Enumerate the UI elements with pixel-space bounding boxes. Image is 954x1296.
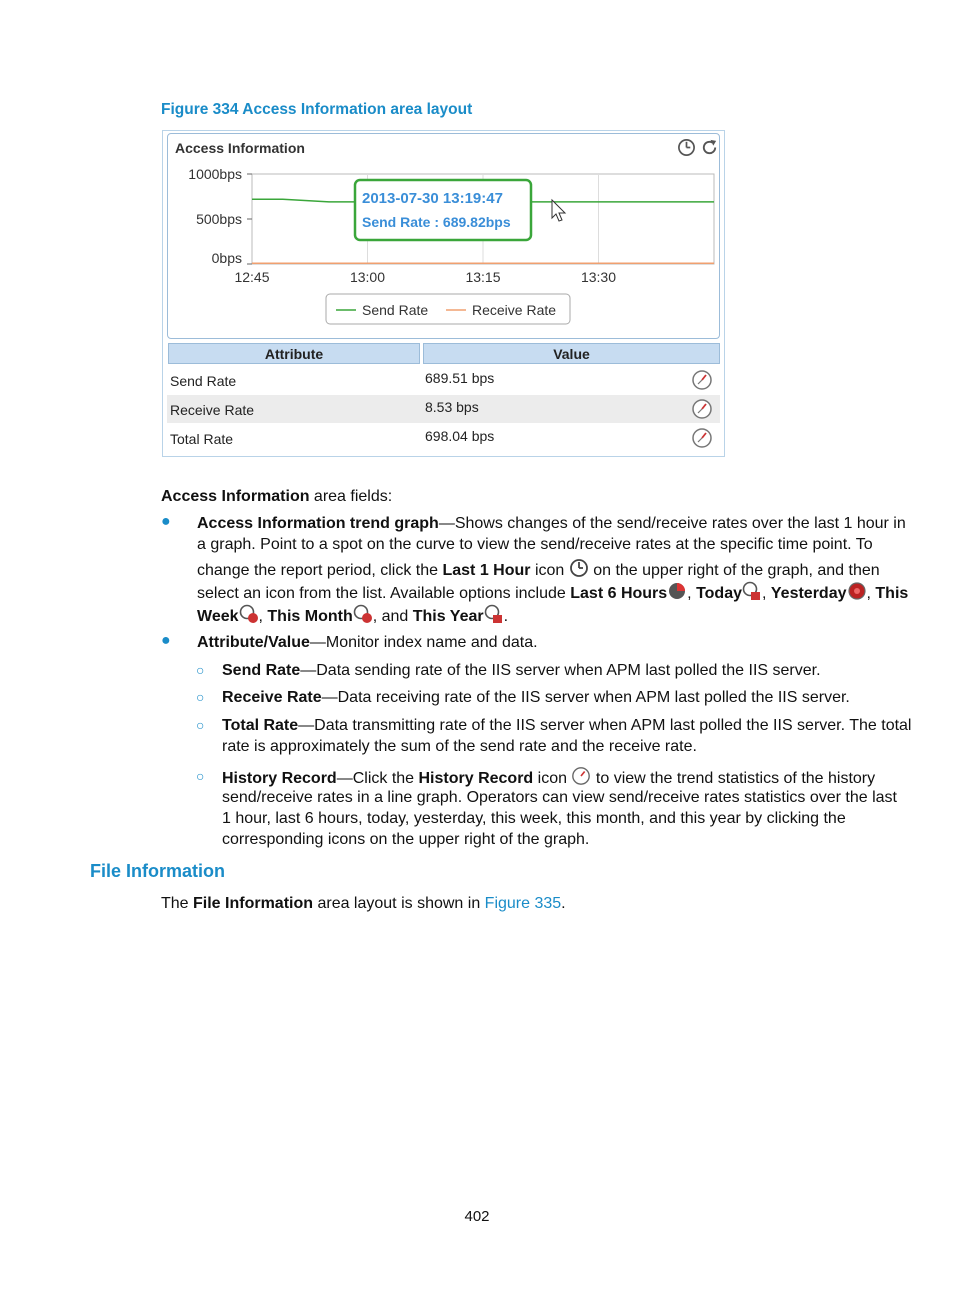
legend-label: Send Rate xyxy=(362,302,429,318)
sub-bullet-total-rate: Total Rate—Data transmitting rate of the IIS server when APM last polled the IIS server. The total xyxy=(222,717,912,734)
bullet-1-line-1: Access Information trend graph—Shows changes of the send/receive rates over the last 1 hour in xyxy=(197,515,906,532)
value-header[interactable]: Value xyxy=(423,343,720,364)
tooltip-time: 2013-07-30 13:19:47 xyxy=(362,190,503,207)
sub-bullet-history-record: History Record—Click the History Record icon to view the trend statistics of the history xyxy=(222,766,875,789)
this-week-icon xyxy=(239,604,259,624)
bullet-dot: ● xyxy=(161,513,171,530)
access-trend-chart[interactable] xyxy=(168,134,719,338)
figure-caption: Figure 334 Access Information area layout xyxy=(161,101,473,118)
sub-bullet: ○ xyxy=(196,689,205,705)
bullet-1-line-5: Week , This Month , and This Year . xyxy=(197,604,508,627)
history-record-icon[interactable] xyxy=(691,369,713,391)
sub-bullet: ○ xyxy=(196,717,205,733)
history-record-icon[interactable] xyxy=(691,398,713,420)
bullet-1-line-3: change the report period, click the Last 1 Hour icon on the upper right of the graph, and then xyxy=(197,558,880,581)
table-row xyxy=(167,366,720,394)
x-tick-label: 13:15 xyxy=(465,269,501,285)
sub-bullet: ○ xyxy=(196,662,205,678)
table-row xyxy=(167,395,720,423)
value-cell: 689.51 bps xyxy=(425,370,495,386)
sub-bullet-total-rate-line-2: rate is approximately the sum of the send rate and the receive rate. xyxy=(222,738,697,755)
table-row xyxy=(167,424,720,452)
bullet-1-line-4: select an icon from the list. Available options include Last 6 Hours , Today , Yesterday , This xyxy=(197,581,908,604)
last-6-hours-icon xyxy=(667,581,687,601)
this-year-icon xyxy=(484,604,504,624)
value-cell: 8.53 bps xyxy=(425,399,479,415)
chart-container xyxy=(167,133,720,339)
clock-icon xyxy=(569,558,589,578)
attr-cell: Total Rate xyxy=(170,431,234,447)
today-icon xyxy=(742,581,762,601)
section-heading: File Information xyxy=(90,861,225,881)
attr-cell: Send Rate xyxy=(170,373,237,389)
page-number: 402 xyxy=(464,1208,490,1225)
this-month-icon xyxy=(353,604,373,624)
x-tick-label: 13:30 xyxy=(580,269,617,285)
y-tick-label: 1000bps xyxy=(188,166,242,182)
y-tick-label: 0bps xyxy=(211,250,242,266)
tooltip-value: Send Rate : 689.82bps xyxy=(362,214,511,230)
attribute-header[interactable]: Attribute xyxy=(168,343,420,364)
panel-title: Access Information xyxy=(175,140,305,156)
x-tick-label: 13:00 xyxy=(349,269,386,285)
sub-bullet: ○ xyxy=(196,768,205,784)
history-line-3: 1 hour, last 6 hours, today, yesterday, this week, this month, and this year by clicking the xyxy=(222,810,846,827)
history-record-icon[interactable] xyxy=(691,427,713,449)
history-line-4: corresponding icons on the upper right of the graph. xyxy=(222,831,590,848)
y-tick-label: 500bps xyxy=(196,211,242,227)
section-paragraph: The File Information area layout is shown in Figure 335. xyxy=(161,895,566,912)
bullet-1-line-2: a graph. Point to a spot on the curve to view the send/receive rates at the specific time point. To xyxy=(197,536,873,553)
legend-label: Receive Rate xyxy=(472,302,557,318)
attr-cell: Receive Rate xyxy=(170,402,255,418)
x-tick-label: 12:45 xyxy=(234,269,270,285)
bullet-dot: ● xyxy=(161,632,171,649)
sub-bullet-receive-rate: Receive Rate—Data receiving rate of the IIS server when APM last polled the IIS server. xyxy=(222,689,850,706)
yesterday-icon xyxy=(847,581,867,601)
tooltip-box xyxy=(355,180,531,240)
history-line-2: send/receive rates in a line graph. Operators can view send/receive rates statistics over the last xyxy=(222,789,897,806)
sub-bullet-send-rate: Send Rate—Data sending rate of the IIS server when APM last polled the IIS server. xyxy=(222,662,821,679)
figure-335-link[interactable]: Figure 335 xyxy=(484,895,562,912)
intro-term: Access Information xyxy=(161,488,310,505)
history-record-icon xyxy=(571,766,591,786)
bullet-2: Attribute/Value—Monitor index name and data. xyxy=(197,634,538,651)
access-information-panel xyxy=(162,130,725,457)
intro-paragraph: Access Information area fields: xyxy=(161,488,393,505)
value-cell: 698.04 bps xyxy=(425,428,495,444)
